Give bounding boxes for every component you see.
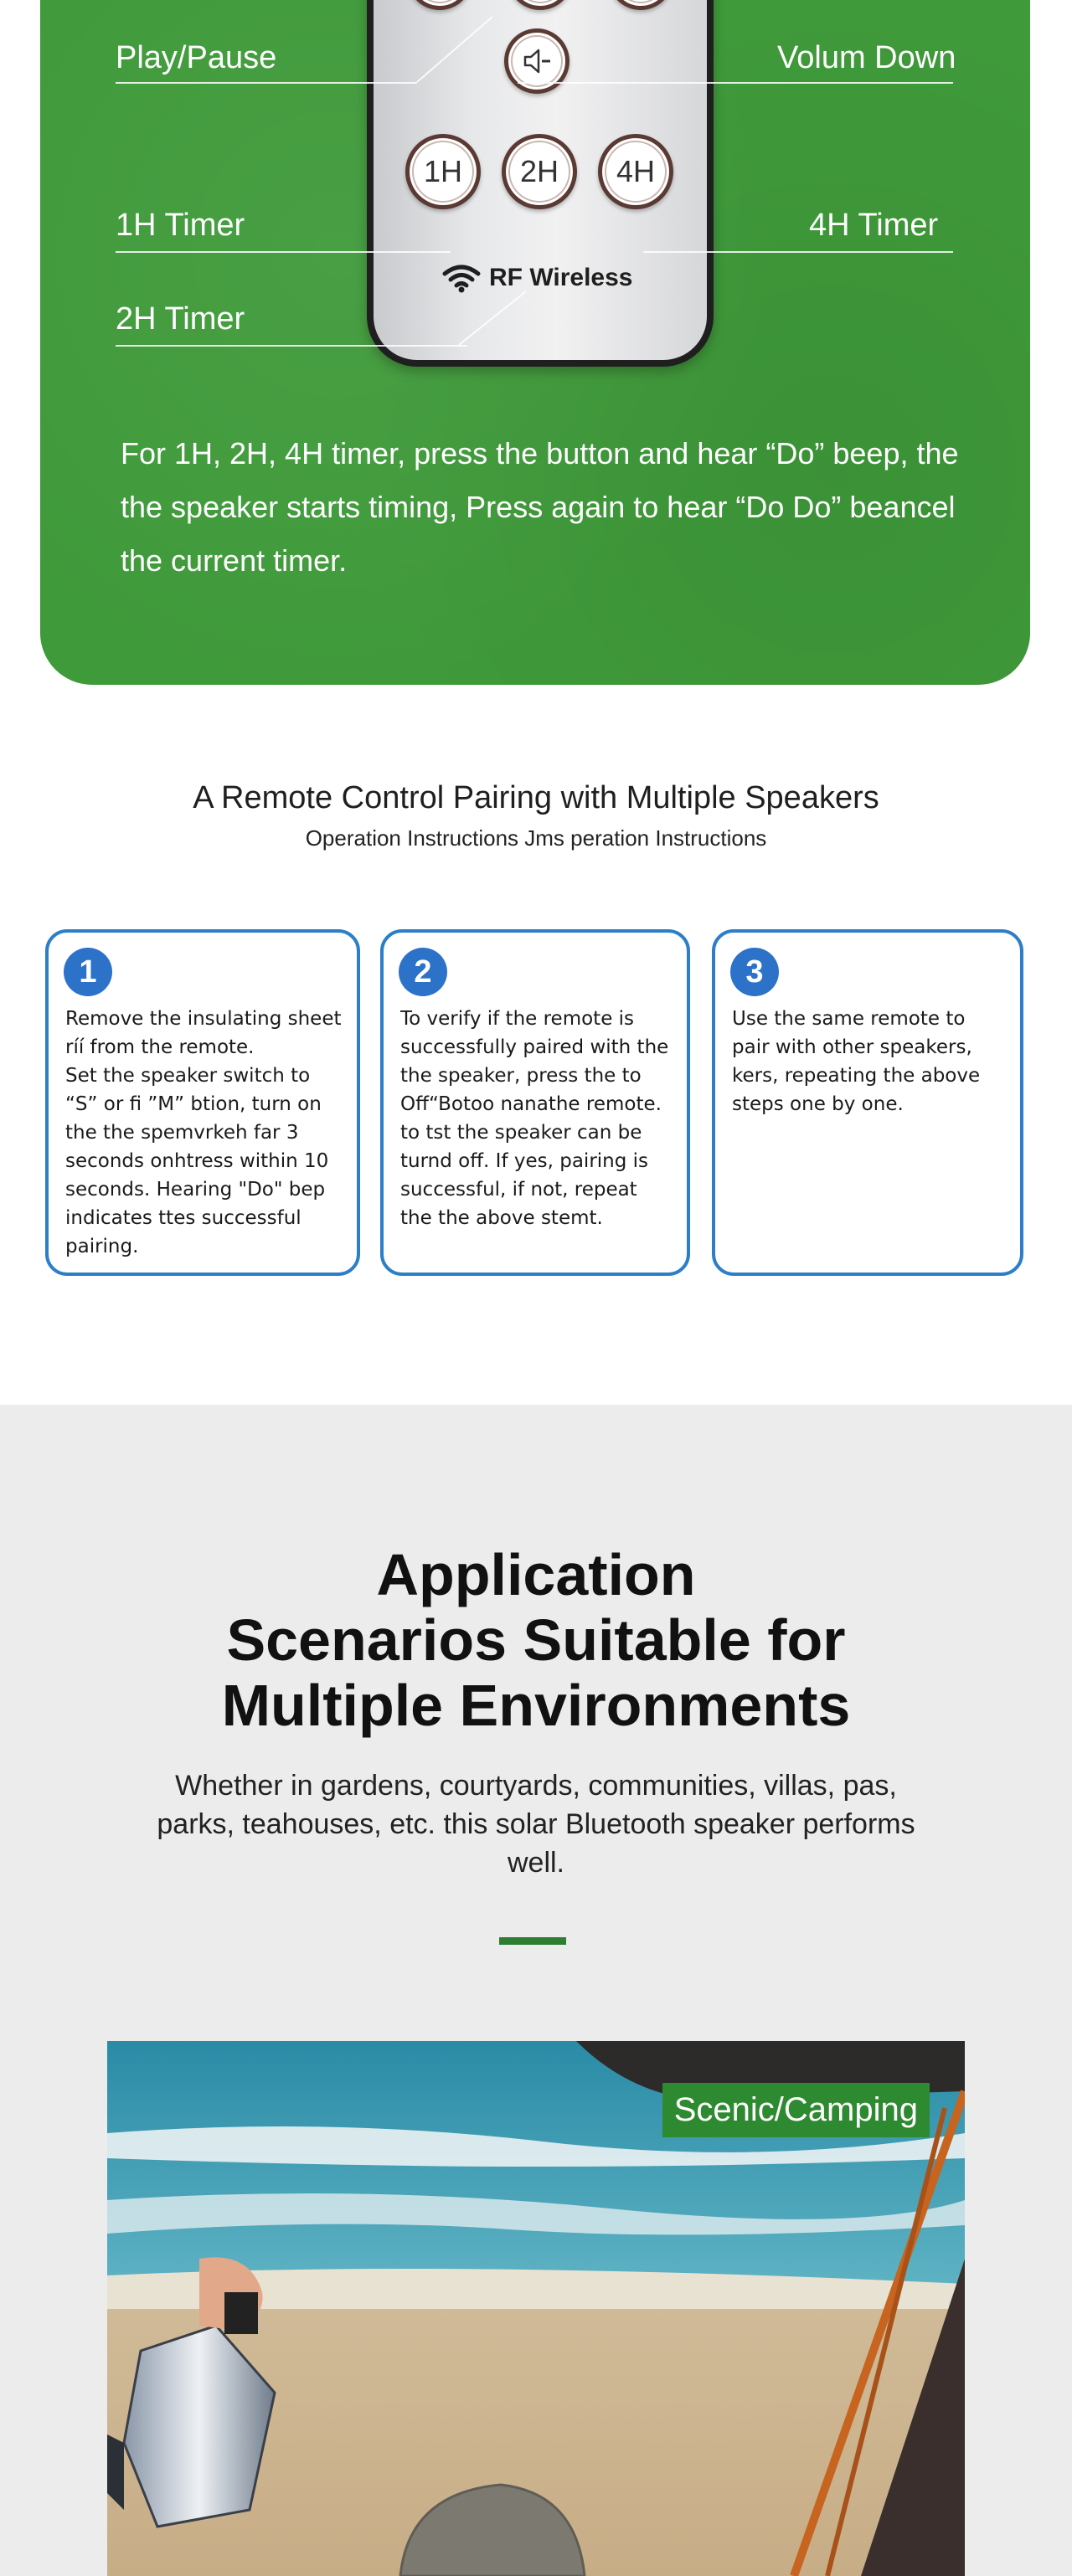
callout-play-pause: Play/Pause [116,40,277,75]
remote-panel [40,0,1030,685]
step-number-badge: 2 [399,948,447,996]
camping-scene-image [107,2041,965,2576]
rf-wireless-text: RF Wireless [489,264,633,291]
volume-down-leader-line [518,82,953,84]
callout-4h-timer: 4H Timer [809,208,939,243]
application-title-line-3: Multiple Environments [221,1673,851,1738]
callout-2h-timer: 2H Timer [116,301,245,337]
timer-1h-leader-line [116,251,451,253]
step-number-badge: 1 [64,948,112,996]
callout-1h-timer: 1H Timer [116,208,245,243]
step-number-badge: 3 [730,948,779,996]
application-title-line-2: Scenarios Suitable for [226,1607,846,1673]
leader-diagonals [409,0,576,352]
application-title [0,1542,1072,1738]
play-pause-leader-line [116,82,417,84]
callout-volume-down: Volum Down [777,40,956,75]
timer-description: For 1H, 2H, 4H timer, press the button and hear “Do” beep, the the speaker starts timing, Press again to hear “Do Do” beancel the current timer. [121,436,959,578]
timer-4h-leader-line [643,251,953,253]
remote-top-button-right [608,0,673,10]
step-card-2 [380,929,690,1276]
step-text: Remove the insulating sheet ríí from the remote. Set the speaker switch to “S” or fi ”M” btion, turn on the the spemvrkeh far 3 seconds onhtress within 10 seconds. Hearing "Do" bep indicates ttes successful pairing. [65,1008,342,1257]
timer-4h-button [598,134,673,209]
pairing-subtitle: Operation Instructions Jms peration Instructions [305,825,767,851]
application-title-line-1: Application [376,1542,696,1607]
application-description: Whether in gardens, courtyards, communities, villas, pas, parks, teahouses, etc. this solar Bluetooth speaker performs well. [157,1770,915,1879]
timer-1h-label: 1H [423,154,463,188]
timer-4h-label: 4H [616,154,656,188]
step-card-1 [45,929,360,1276]
pairing-title: A Remote Control Pairing with Multiple Speakers [193,780,879,815]
accent-divider [499,1937,566,1945]
step-text: To verify if the remote is successfully paired with the the speaker, press the to Off“Botoo nanathe remote. to tst the speaker can be turnd off. If yes, pairing is successful, if not, repeat the the above stemt. [400,1008,669,1229]
timer-2h-label: 2H [519,154,559,188]
step-text: Use the same remote to pair with other speakers, kers, repeating the above steps one by one. [732,1008,981,1115]
step-card-3 [712,929,1023,1276]
scene-badge: Scenic/Camping [662,2083,930,2137]
